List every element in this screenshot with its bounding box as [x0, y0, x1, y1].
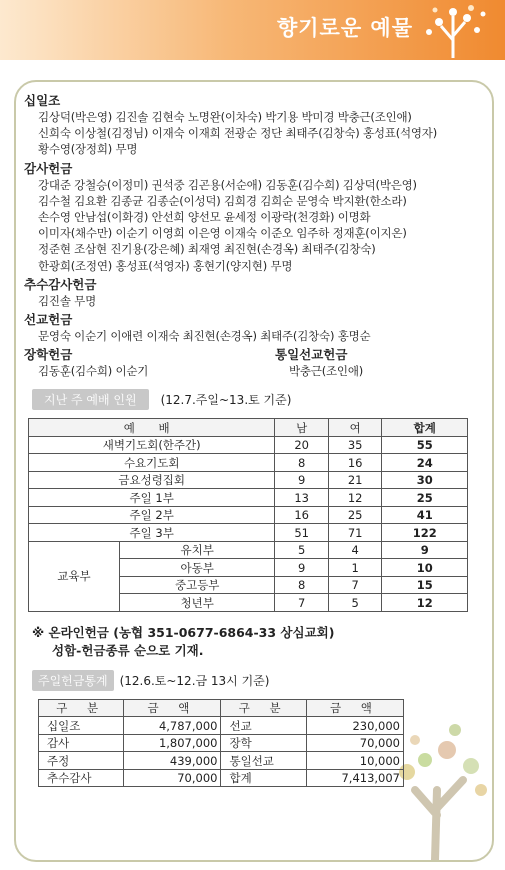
section-names: 문영숙 이순기 이애련 이재숙 최진현(손경옥) 최태주(김창숙) 홍명순 — [38, 329, 371, 344]
cell: 1,807,000 — [124, 734, 221, 752]
cell: 24 — [382, 454, 468, 472]
online-line-2: 성함-헌금종류 순으로 기재. — [52, 642, 204, 658]
cell: 7,413,007 — [306, 769, 403, 787]
cell: 수요기도회 — [29, 454, 275, 472]
offering-section-tithe — [24, 93, 480, 158]
cell: 십일조 — [39, 717, 124, 735]
offering-section-harvest — [24, 277, 480, 309]
attendance-table — [28, 418, 468, 612]
section-title: 감사헌금 — [24, 160, 73, 176]
table-row — [29, 436, 468, 454]
offering-period: (12.6.토~12.금 13시 기준) — [119, 673, 270, 688]
cell: 감사 — [39, 734, 124, 752]
online-line-1: ※ 온라인헌금 (농협 351-0677-6864-33 상심교회) — [32, 624, 335, 640]
cell: 41 — [382, 506, 468, 524]
attendance-label: 지난 주 예배 인원 — [32, 389, 149, 410]
cell: 7 — [275, 594, 329, 612]
cell: 장학 — [221, 734, 306, 752]
section-title: 십일조 — [24, 93, 61, 108]
section-names: 김진솔 무명 — [38, 293, 96, 308]
cell: 8 — [275, 576, 329, 594]
cell: 55 — [382, 436, 468, 454]
cell: 230,000 — [306, 717, 403, 735]
header-cell: 금 액 — [124, 699, 221, 717]
cell: 16 — [328, 454, 382, 472]
table-header-row — [39, 699, 404, 717]
header-cell: 여 — [328, 419, 382, 437]
cell: 주일 1부 — [29, 489, 275, 507]
table-row — [29, 489, 468, 507]
table-row — [29, 506, 468, 524]
tree-icon — [413, 2, 493, 58]
offering-section-unification — [229, 344, 480, 379]
section-names: 김동훈(김수희) 이순기 — [38, 364, 149, 379]
section-title: 장학헌금 — [24, 347, 73, 363]
offering-section-mission — [24, 312, 480, 344]
cell: 70,000 — [306, 734, 403, 752]
cell: 아동부 — [120, 559, 275, 577]
cell: 4,787,000 — [124, 717, 221, 735]
offering-section-thanks — [24, 161, 480, 274]
attendance-period: (12.7.주일~13.토 기준) — [160, 393, 292, 408]
cell: 합계 — [221, 769, 306, 787]
cell: 9 — [382, 541, 468, 559]
cell: 25 — [382, 489, 468, 507]
table-row — [29, 541, 468, 559]
content — [24, 90, 480, 787]
table-row — [29, 454, 468, 472]
cell: 30 — [382, 471, 468, 489]
offering-stats-table — [38, 699, 404, 788]
section-names: 박충근(조인애) — [289, 364, 364, 379]
cell: 13 — [275, 489, 329, 507]
cell: 16 — [275, 506, 329, 524]
table-row — [29, 471, 468, 489]
cell: 15 — [382, 576, 468, 594]
cell: 통일선교 — [221, 752, 306, 770]
cell: 추수감사 — [39, 769, 124, 787]
cell: 4 — [328, 541, 382, 559]
table-row — [39, 717, 404, 735]
cell: 10 — [382, 559, 468, 577]
header-cell: 남 — [275, 419, 329, 437]
cell: 35 — [328, 436, 382, 454]
edu-label-cell: 교육부 — [29, 541, 120, 611]
cell: 122 — [382, 524, 468, 542]
table-row — [29, 524, 468, 542]
cell: 12 — [328, 489, 382, 507]
cell: 주정 — [39, 752, 124, 770]
cell: 유치부 — [120, 541, 275, 559]
section-names: 강대준 강철승(이정미) 권석중 김곤용(서순애) 김동훈(김수희) 김상덕(박은영) 김수철 김요환 김종균 김종순(이성덕) 김희경 김희순 문영숙 박지환(한소라) 손수영 안남섭(이화경) 안선희 양선모 윤세정 이광락(천경화) 이명화 이미자(채수만) 이순기 이영희 이은영 이재숙 이준오 임주하 정재훈(이지온) 정준현 조삼현 진기용(강은혜) 최재영 최진현(손경옥) 최태주(김창숙) 한광희(조정연) 홍성표(석영자) 홍현기(양지현) 무명 — [38, 177, 417, 273]
cell: 20 — [275, 436, 329, 454]
cell: 12 — [382, 594, 468, 612]
online-offering-note — [24, 624, 480, 660]
section-title: 추수감사헌금 — [24, 276, 97, 292]
cell: 10,000 — [306, 752, 403, 770]
header-cell: 합계 — [382, 419, 468, 437]
table-row — [39, 769, 404, 787]
cell: 70,000 — [124, 769, 221, 787]
cell: 주일 3부 — [29, 524, 275, 542]
header-cell: 구 분 — [39, 699, 124, 717]
cell: 새벽기도회(한주간) — [29, 436, 275, 454]
cell: 청년부 — [120, 594, 275, 612]
cell: 439,000 — [124, 752, 221, 770]
cell: 1 — [328, 559, 382, 577]
cell: 9 — [275, 559, 329, 577]
split-sections — [24, 344, 480, 379]
section-title: 통일선교헌금 — [275, 347, 348, 363]
offering-section-scholarship — [24, 344, 229, 379]
cell: 금요성령집회 — [29, 471, 275, 489]
cell: 21 — [328, 471, 382, 489]
offering-heading — [24, 670, 480, 691]
cell: 71 — [328, 524, 382, 542]
table-header-row — [29, 419, 468, 437]
cell: 8 — [275, 454, 329, 472]
header-cell: 구 분 — [221, 699, 306, 717]
section-title: 선교헌금 — [24, 312, 73, 328]
attendance-heading — [24, 389, 480, 410]
cell: 주일 2부 — [29, 506, 275, 524]
table-row — [39, 752, 404, 770]
cell: 51 — [275, 524, 329, 542]
header-cell: 금 액 — [306, 699, 403, 717]
header-cell: 예 배 — [29, 419, 275, 437]
header-banner — [0, 0, 505, 60]
page-title: 향기로운 예물 — [276, 16, 413, 40]
cell: 9 — [275, 471, 329, 489]
cell: 5 — [275, 541, 329, 559]
cell: 5 — [328, 594, 382, 612]
offering-label: 주일헌금통계 — [32, 670, 114, 691]
cell: 25 — [328, 506, 382, 524]
table-row — [39, 734, 404, 752]
cell: 선교 — [221, 717, 306, 735]
section-names: 김상덕(박은영) 김진솔 김현숙 노명완(이차숙) 박기용 박미경 박충근(조인애) 신희숙 이상철(김정님) 이재숙 이재희 전광순 정단 최태주(김창숙) 홍성표(석영자) 황수영(장정희) 무명 — [38, 110, 437, 157]
cell: 중고등부 — [120, 576, 275, 594]
cell: 7 — [328, 576, 382, 594]
